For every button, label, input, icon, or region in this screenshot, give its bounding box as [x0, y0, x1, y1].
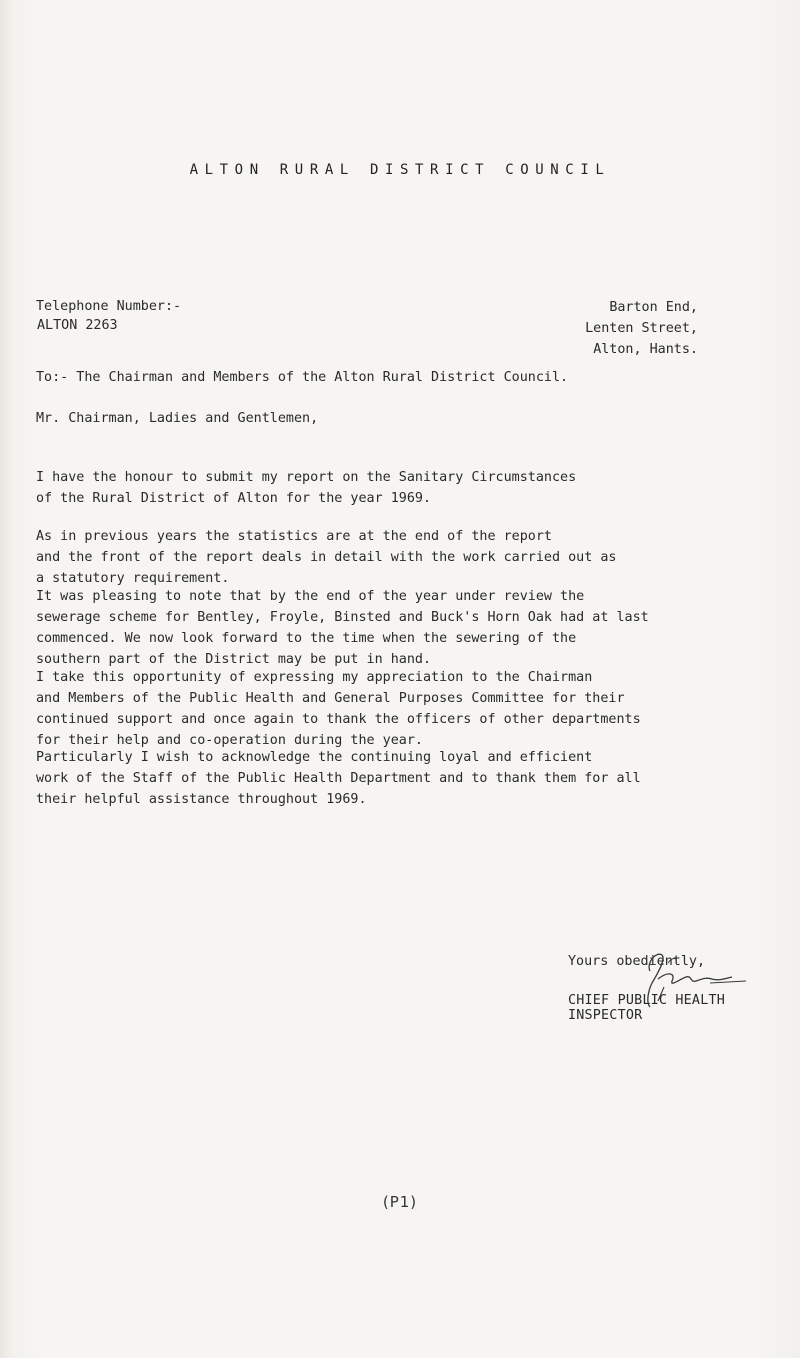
address-line-3: Alton, Hants. — [593, 342, 698, 357]
paragraph-5: Particularly I wish to acknowledge the continuing loyal and efficient work of the Staff of the Public Health Department and to thank them for all their helpful assistance throughout 1969. — [36, 750, 641, 807]
telephone-block — [36, 297, 181, 335]
salutation: Mr. Chairman, Ladies and Gentlemen, — [36, 411, 319, 426]
council-heading: ALTON RURAL DISTRICT COUNCIL — [189, 162, 611, 178]
address-line-2: Lenten Street, — [585, 321, 698, 336]
closing-line: Yours obediently, — [568, 954, 706, 969]
page-number: (P1) — [382, 1193, 418, 1211]
address-block — [585, 297, 698, 360]
address-line-1: Barton End, — [609, 300, 698, 315]
paragraph-1: I have the honour to submit my report on the Sanitary Circumstances of the Rural District of Alton for the year 1969. — [36, 470, 577, 506]
paragraph-2: As in previous years the statistics are at the end of the report and the front of the report deals in detail with the work carried out as a statutory requirement. — [36, 529, 617, 586]
signatory-title: CHIEF PUBLIC HEALTH INSPECTOR — [568, 993, 725, 1023]
addressee-line: To:- The Chairman and Members of the Alton Rural District Council. — [36, 370, 569, 385]
paragraph-4: I take this opportunity of expressing my appreciation to the Chairman and Members of the Public Health and General Purposes Committee for their continued support and once again to thank the officers of other departments for their help and co-operation during the year. — [36, 670, 641, 748]
telephone-label: Telephone Number:- — [36, 299, 182, 314]
paragraph-3: It was pleasing to note that by the end of the year under review the sewerage scheme for Bentley, Froyle, Binsted and Buck's Horn Oak had at last commenced. We now look forward to the time when the sewering of the southern part of the District may be put in hand. — [36, 589, 649, 667]
telephone-number: ALTON 2263 — [37, 318, 118, 333]
